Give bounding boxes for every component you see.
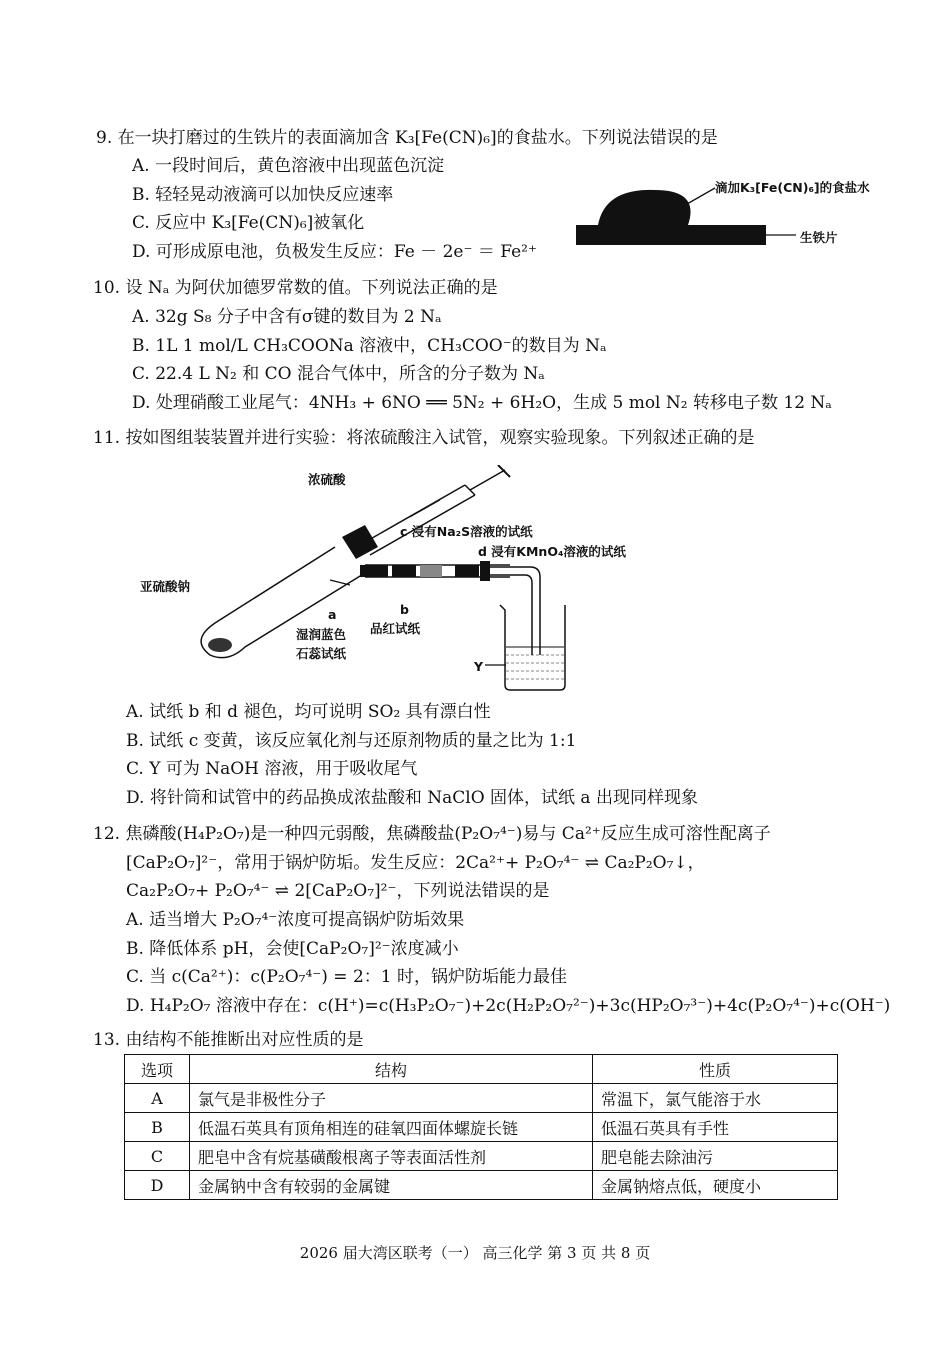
row-option: B xyxy=(125,1113,190,1142)
paper-c-label: c 浸有Na₂S溶液的试纸 xyxy=(400,524,533,539)
table-row xyxy=(125,1084,838,1113)
paper-b-desc: 品红试纸 xyxy=(370,621,421,636)
q9-option-c: C. 反应中 K₃[Fe(CN)₆]被氧化 xyxy=(132,213,365,233)
paper-b-letter: b xyxy=(400,602,409,617)
sulfite-label: 亚硫酸钠 xyxy=(140,579,191,594)
q12-line1: 12. 焦磷酸(H₄P₂O₇)是一种四元弱酸，焦磷酸盐(P₂O₇⁴⁻)易与 Ca²⁺反应生成可溶性配离子 xyxy=(93,824,771,844)
q9-option-b: B. 轻轻晃动液滴可以加快反应速率 xyxy=(132,185,394,205)
paper-a-letter: a xyxy=(328,607,337,622)
q12-option-a: A. 适当增大 P₂O₇⁴⁻浓度可提高锅炉防垢效果 xyxy=(126,910,465,930)
q10-stem: 10. 设 Nₐ 为阿伏加德罗常数的值。下列说法正确的是 xyxy=(93,278,498,298)
paper-a-desc2: 石蕊试纸 xyxy=(296,646,347,661)
salt-water-drop xyxy=(598,190,691,225)
q10-option-d: D. 处理硝酸工业尾气：4NH₃ + 6NO ══ 5N₂ + 6H₂O，生成 5 mol N₂ 转移电子数 12 Nₐ xyxy=(132,393,832,413)
q12-option-d: D. H₄P₂O₇ 溶液中存在：c(H⁺)=c(H₃P₂O₇⁻)+2c(H₂P₂O₇²⁻)+3c(HP₂O₇³⁻)+4c(P₂O₇⁴⁻)+c(OH⁻) xyxy=(126,996,891,1016)
iron-label: 生铁片 xyxy=(800,230,838,245)
table-row xyxy=(125,1171,838,1200)
row-option: D xyxy=(125,1171,190,1200)
acid-label: 浓硫酸 xyxy=(308,472,346,487)
row-option: A xyxy=(125,1084,190,1113)
row-property: 金属钠熔点低，硬度小 xyxy=(593,1171,838,1200)
paper-c xyxy=(420,565,442,577)
q13-stem: 13. 由结构不能推断出对应性质的是 xyxy=(93,1030,364,1050)
drop-label: 滴加K₃[Fe(CN)₆]的食盐水 xyxy=(715,180,870,195)
q11-option-a: A. 试纸 b 和 d 褪色，均可说明 SO₂ 具有漂白性 xyxy=(126,702,491,722)
q10-option-c: C. 22.4 L N₂ 和 CO 混合气体中，所含的分子数为 Nₐ xyxy=(132,364,545,384)
q11-apparatus xyxy=(120,465,680,700)
q11-option-d: D. 将针筒和试管中的药品换成浓盐酸和 NaClO 固体，试纸 a 出现同样现象 xyxy=(126,788,698,808)
row-property: 肥皂能去除油污 xyxy=(593,1142,838,1171)
row-property: 低温石英具有手性 xyxy=(593,1113,838,1142)
row-structure: 肥皂中含有烷基磺酸根离子等表面活性剂 xyxy=(190,1142,593,1171)
paper-d-label: d 浸有KMnO₄溶液的试纸 xyxy=(478,544,626,559)
table-header-row xyxy=(125,1055,838,1084)
q13-table xyxy=(124,1054,838,1200)
table-row xyxy=(125,1142,838,1171)
q10-option-b: B. 1L 1 mol/L CH₃COONa 溶液中，CH₃COO⁻的数目为 Nₐ xyxy=(132,336,607,356)
q11-option-c: C. Y 可为 NaOH 溶液，用于吸收尾气 xyxy=(126,759,418,779)
paper-a-desc1: 湿润蓝色 xyxy=(296,627,347,642)
q10-option-a: A. 32g S₈ 分子中含有σ键的数目为 2 Nₐ xyxy=(132,307,442,327)
q9-option-a: A. 一段时间后，黄色溶液中出现蓝色沉淀 xyxy=(132,156,445,176)
q12-option-c: C. 当 c(Ca²⁺)：c(P₂O₇⁴⁻) = 2：1 时，锅炉防垢能力最佳 xyxy=(126,967,567,987)
row-structure: 氯气是非极性分子 xyxy=(190,1084,593,1113)
row-structure: 金属钠中含有较弱的金属键 xyxy=(190,1171,593,1200)
row-option: C xyxy=(125,1142,190,1171)
page-footer: 2026 届大湾区联考（一） 高三化学 第 3 页 共 8 页 xyxy=(299,1244,651,1262)
header-structure: 结构 xyxy=(190,1055,593,1084)
row-structure: 低温石英具有顶角相连的硅氧四面体螺旋长链 xyxy=(190,1113,593,1142)
q11-stem: 11. 按如图组装装置并进行实验：将浓硫酸注入试管，观察实验现象。下列叙述正确的是 xyxy=(93,428,755,448)
q12-line2: [CaP₂O₇]²⁻，常用于锅炉防垢。发生反应：2Ca²⁺+ P₂O₇⁴⁻ ⇌ Ca₂P₂O₇↓， xyxy=(126,853,705,873)
paper-d xyxy=(455,565,479,577)
row-property: 常温下，氯气能溶于水 xyxy=(593,1084,838,1113)
q9-option-d: D. 可形成原电池，负极发生反应：Fe － 2e⁻ ＝ Fe²⁺ xyxy=(132,242,537,262)
q12-option-b: B. 降低体系 pH，会使[CaP₂O₇]²⁻浓度减小 xyxy=(126,939,459,959)
header-property: 性质 xyxy=(593,1055,838,1084)
q9-stem: 9. 在一块打磨过的生铁片的表面滴加含 K₃[Fe(CN)₆]的食盐水。下列说法错误的是 xyxy=(96,128,718,148)
q11-option-b: B. 试纸 c 变黄，该反应氧化剂与还原剂物质的量之比为 1:1 xyxy=(126,731,577,751)
iron-sheet xyxy=(576,225,766,245)
header-option: 选项 xyxy=(125,1055,190,1084)
paper-a xyxy=(360,565,388,577)
paper-b xyxy=(392,565,416,577)
sodium-sulfite xyxy=(208,638,232,652)
q12-line3: Ca₂P₂O₇+ P₂O₇⁴⁻ ⇌ 2[CaP₂O₇]²⁻，下列说法错误的是 xyxy=(126,881,550,901)
table-row xyxy=(125,1113,838,1142)
beaker-y-label: Y xyxy=(474,659,484,674)
